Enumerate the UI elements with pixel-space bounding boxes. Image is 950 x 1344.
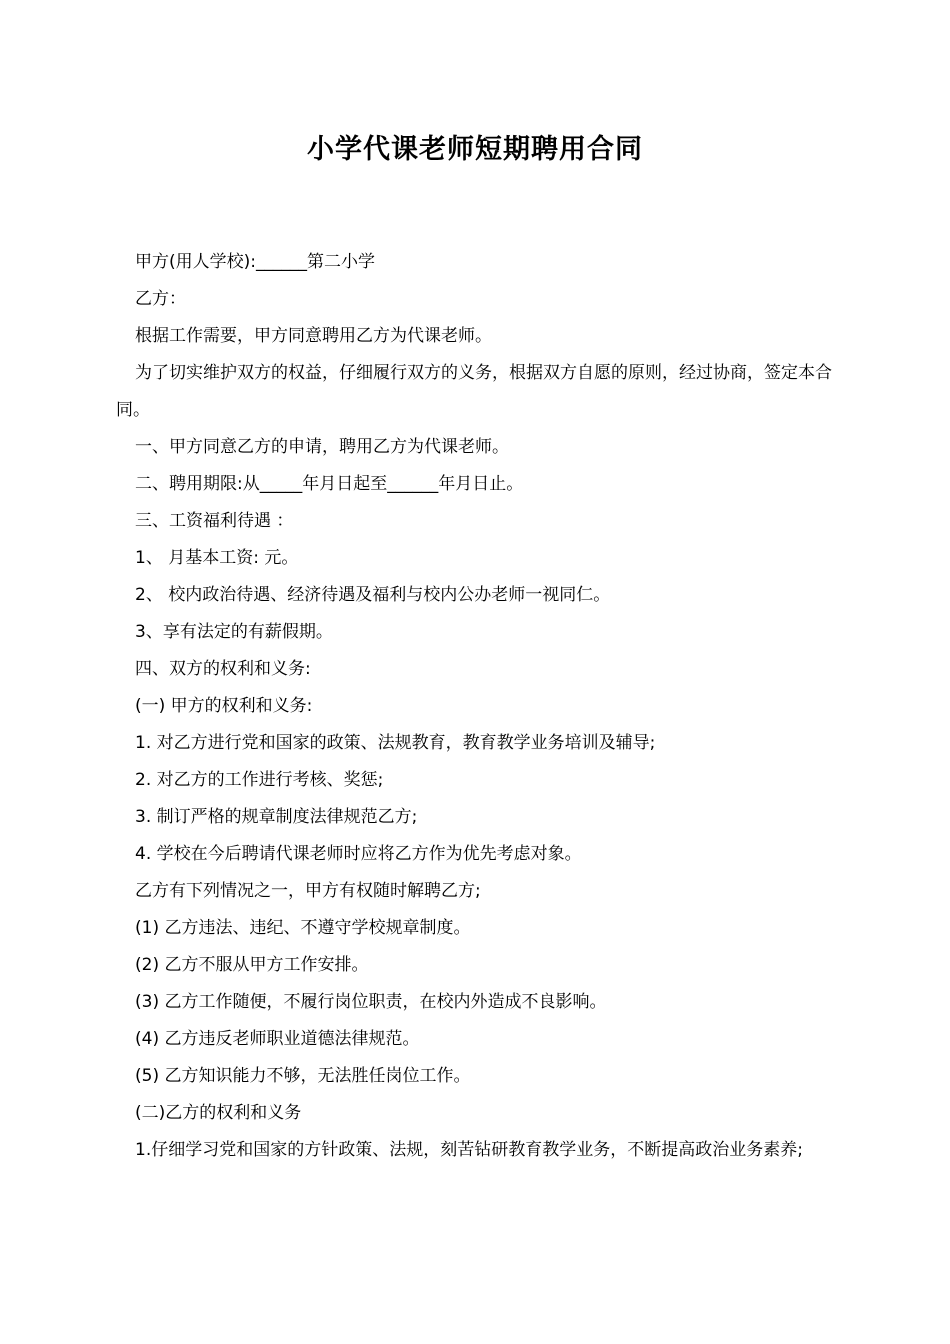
paragraph-party-b: 乙方： (135, 289, 186, 309)
section-party-a-rights: (一) 甲方的权利和义务: (135, 696, 313, 716)
document-title: 小学代课老师短期聘用合同 (307, 134, 643, 165)
salary-item-2: 2、 校内政治待遇、经济待遇及福利与校内公办老师一视同仁。 (135, 585, 611, 605)
party-a-item-3: 3. 制订严格的规章制度法律规范乙方; (135, 807, 418, 827)
section-party-b-rights: (二)乙方的权利和义务 (135, 1103, 302, 1123)
salary-item-1: 1、 月基本工资: 元。 (135, 548, 299, 568)
document-body (116, 244, 856, 1169)
party-a-item-1: 1. 对乙方进行党和国家的政策、法规教育，教育教学业务培训及辅导; (135, 733, 656, 753)
dismissal-item-1: (1) 乙方违法、违纪、不遵守学校规章制度。 (135, 918, 471, 938)
dismissal-conditions: 乙方有下列情况之一，甲方有权随时解聘乙方; (135, 881, 481, 901)
dismissal-item-4: (4) 乙方违反老师职业道德法律规范。 (135, 1029, 420, 1049)
dismissal-item-3: (3) 乙方工作随便，不履行岗位职责，在校内外造成不良影响。 (135, 992, 607, 1012)
paragraph-purpose: 为了切实维护双方的权益，仔细履行双方的义务，根据双方自愿的原则，经过协商，签定本合同。 (116, 363, 832, 420)
salary-item-3: 3、享有法定的有薪假期。 (135, 622, 333, 642)
paragraph-party-a: 甲方(用人学校):______第二小学 (135, 252, 375, 272)
dismissal-item-2: (2) 乙方不服从甲方工作安排。 (135, 955, 369, 975)
party-a-item-2: 2. 对乙方的工作进行考核、奖惩; (135, 770, 384, 790)
clause-2-term: 二、聘用期限:从_____年月日起至______年月日止。 (135, 474, 524, 494)
clause-4-rights: 四、双方的权利和义务: (135, 659, 311, 679)
clause-3-salary: 三、工资福利待遇 ： (135, 511, 294, 531)
dismissal-item-5: (5) 乙方知识能力不够，无法胜任岗位工作。 (135, 1066, 471, 1086)
party-a-item-4: 4. 学校在今后聘请代课老师时应将乙方作为优先考虑对象。 (135, 844, 582, 864)
party-b-item-1: 1.仔细学习党和国家的方针政策、法规，刻苦钻研教育教学业务，不断提高政治业务素养; (135, 1140, 803, 1160)
clause-1: 一、甲方同意乙方的申请，聘用乙方为代课老师。 (135, 437, 509, 457)
paragraph-intro: 根据工作需要，甲方同意聘用乙方为代课老师。 (135, 326, 492, 346)
